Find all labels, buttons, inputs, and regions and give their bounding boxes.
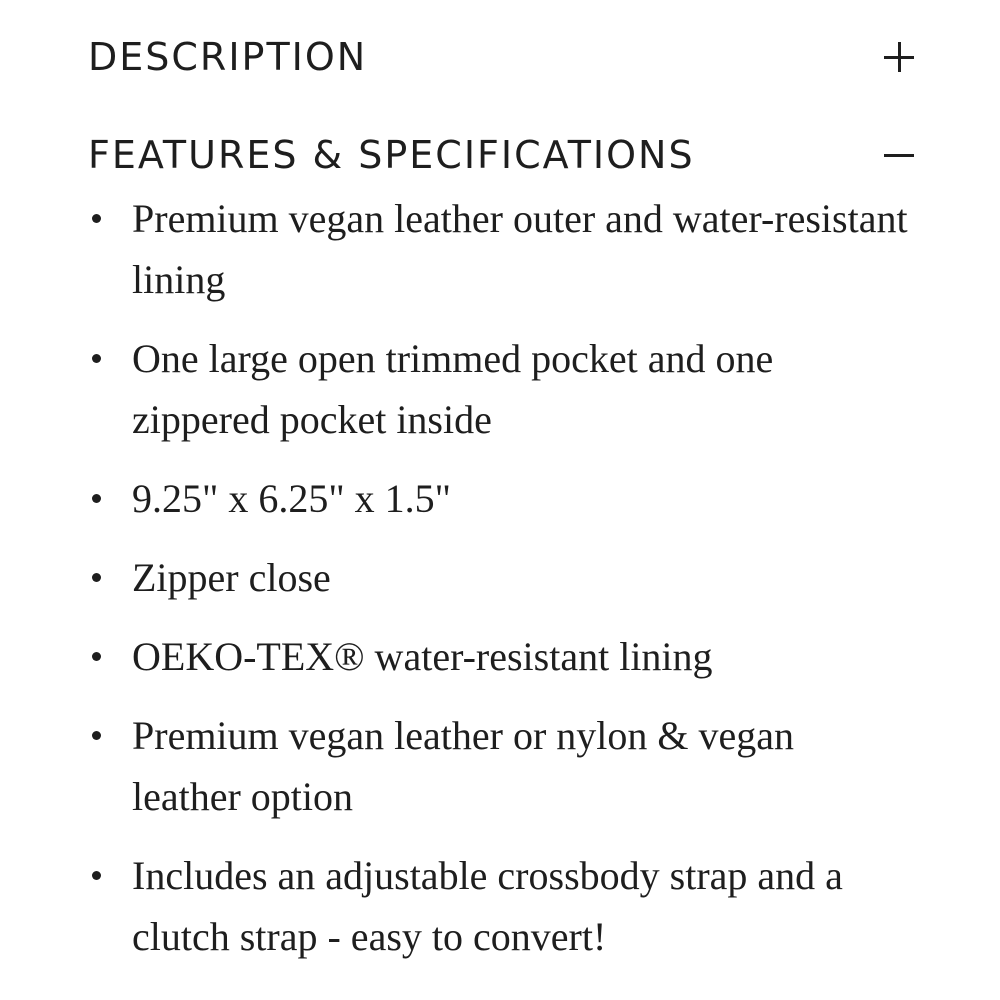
feature-text: Premium vegan leather or nylon & vegan leather option <box>132 713 795 819</box>
list-item <box>88 328 908 450</box>
description-title: DESCRIPTION <box>88 35 368 79</box>
feature-text: 9.25" x 6.25" x 1.5" <box>132 476 451 521</box>
list-item <box>88 626 908 687</box>
bullet-icon <box>92 871 101 880</box>
feature-text: Includes an adjustable crossbody strap and a clutch strap - easy to convert! <box>132 853 843 959</box>
bullet-icon <box>92 354 101 363</box>
bullet-icon <box>92 214 101 223</box>
list-item <box>88 547 908 608</box>
list-item <box>88 468 908 529</box>
minus-icon[interactable] <box>884 140 914 170</box>
feature-text: Zipper close <box>132 555 331 600</box>
features-accordion-header[interactable] <box>88 133 914 177</box>
features-title: FEATURES & SPECIFICATIONS <box>88 133 695 177</box>
plus-icon[interactable] <box>884 42 914 72</box>
list-item <box>88 188 908 310</box>
feature-text: One large open trimmed pocket and one zippered pocket inside <box>132 336 774 442</box>
features-list <box>88 188 908 985</box>
bullet-icon <box>92 652 101 661</box>
feature-text: Premium vegan leather outer and water-resistant lining <box>132 196 908 302</box>
list-item <box>88 845 908 967</box>
bullet-icon <box>92 573 101 582</box>
feature-text: OEKO-TEX® water-resistant lining <box>132 634 713 679</box>
description-accordion-header[interactable] <box>88 35 914 79</box>
bullet-icon <box>92 731 101 740</box>
list-item <box>88 705 908 827</box>
bullet-icon <box>92 494 101 503</box>
